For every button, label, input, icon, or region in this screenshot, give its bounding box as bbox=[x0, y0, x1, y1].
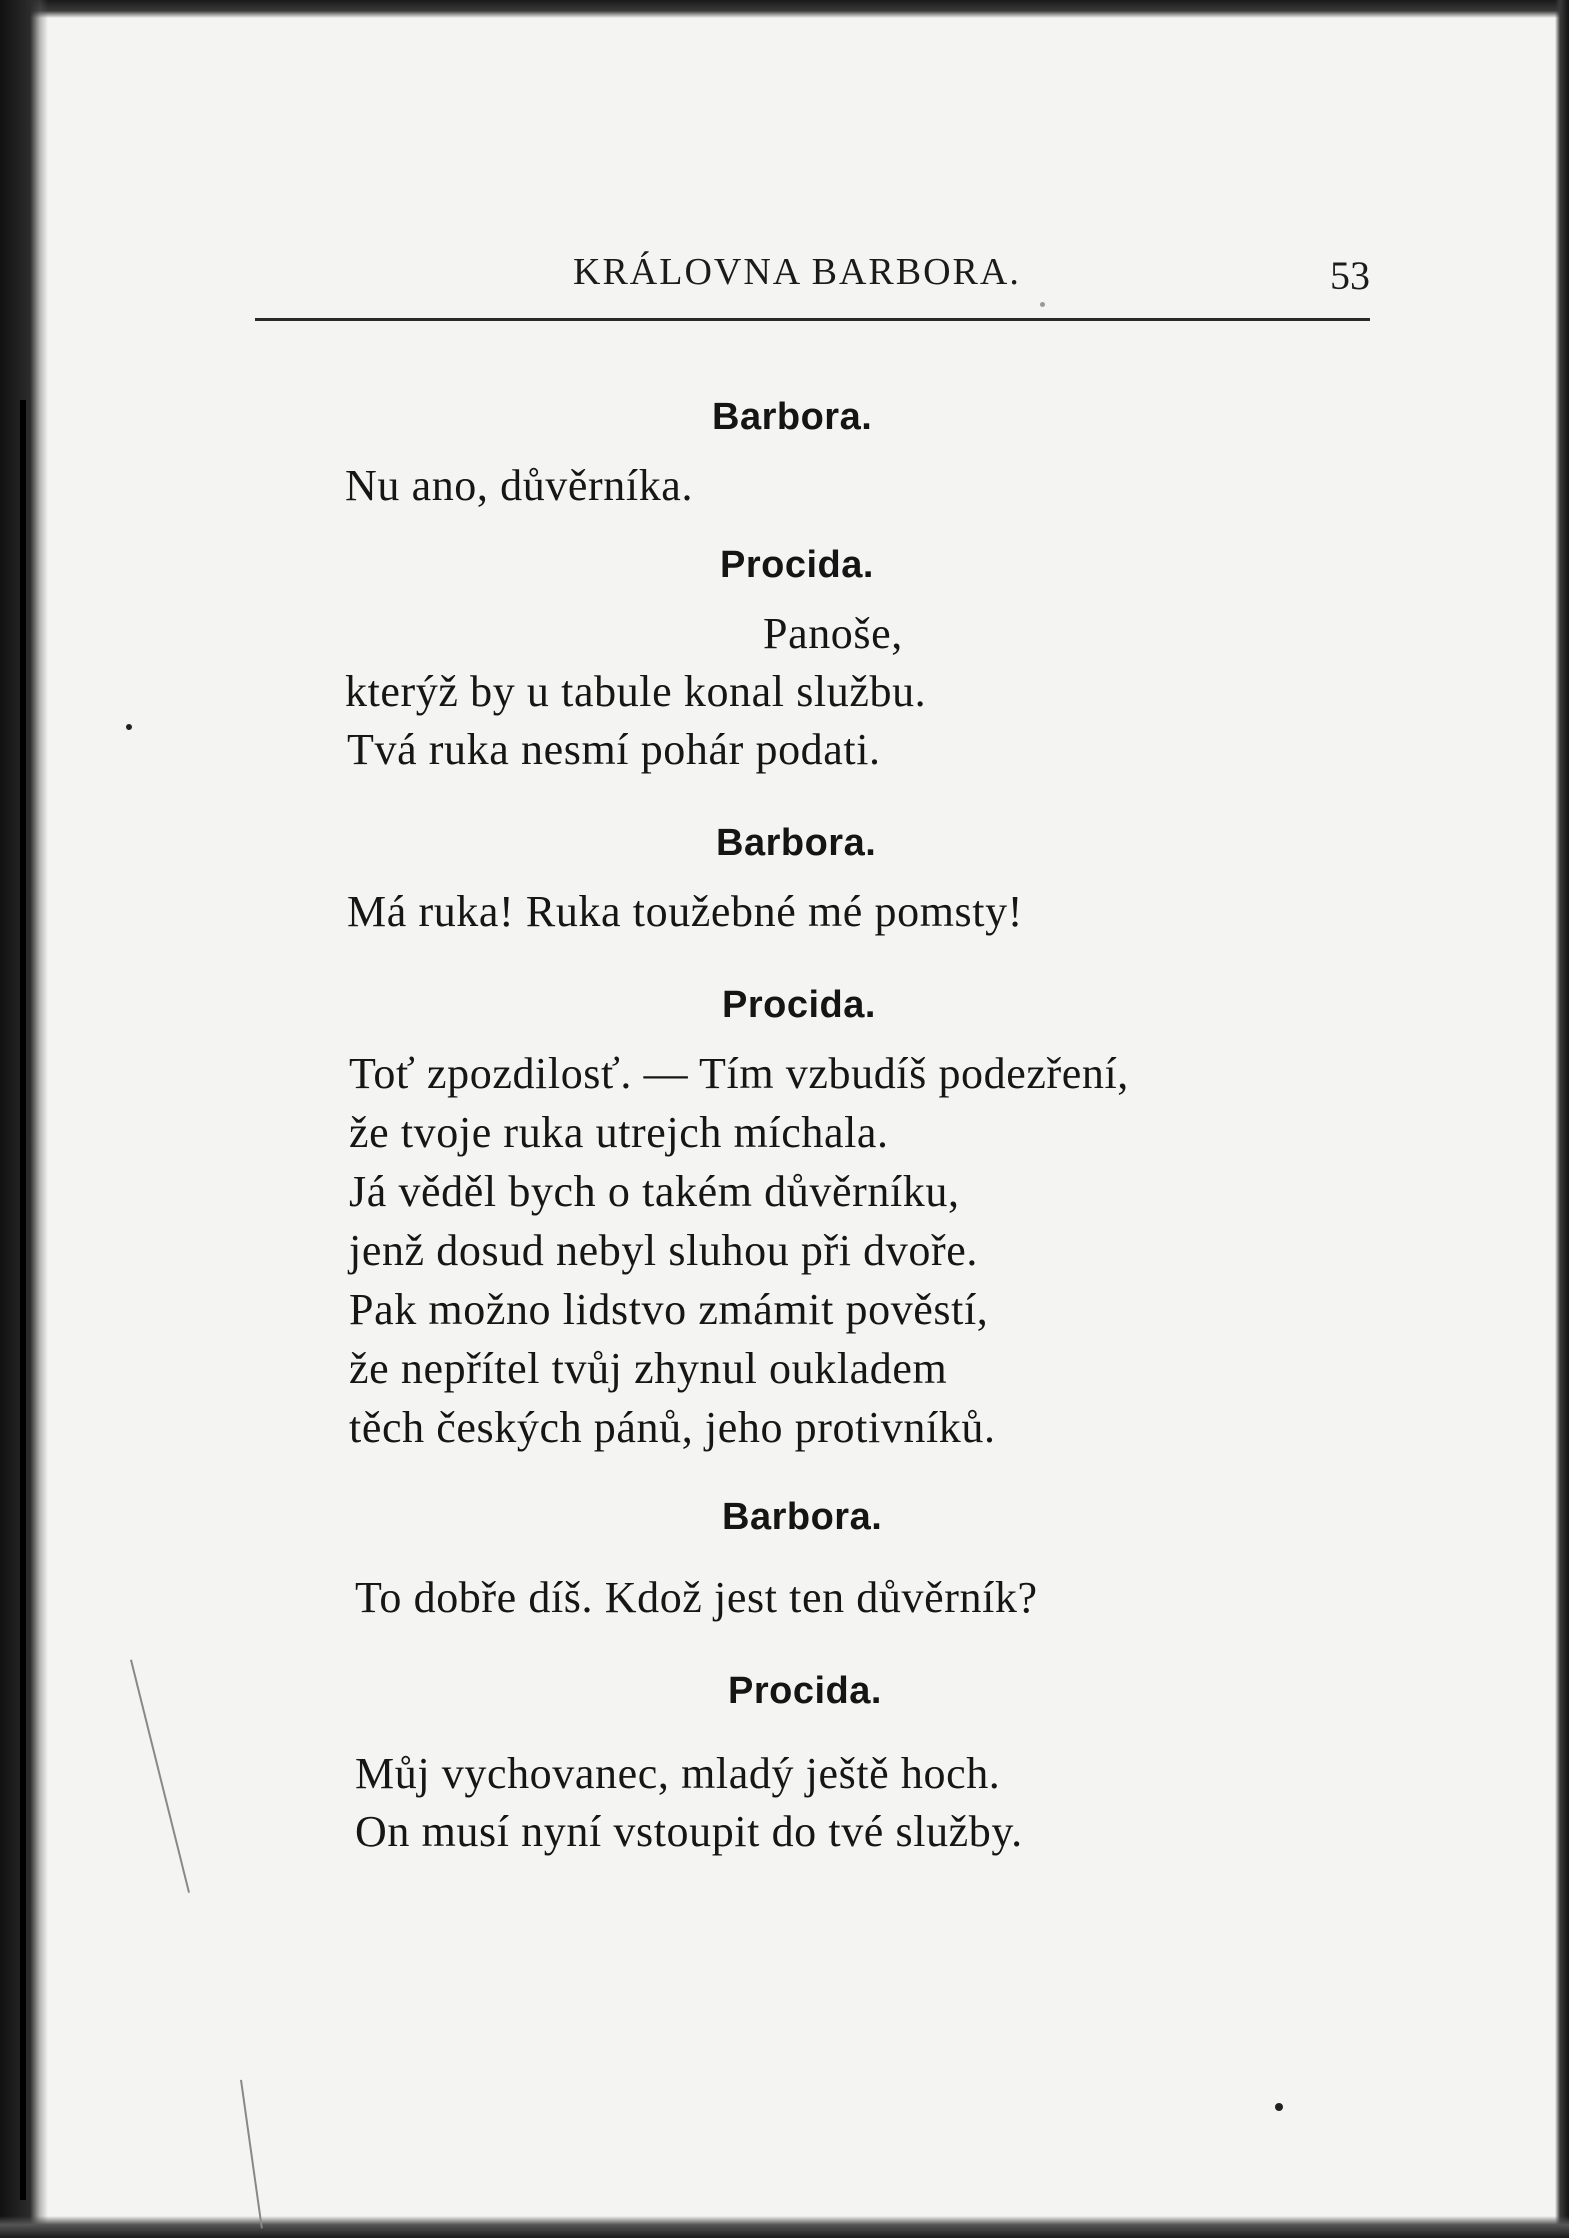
verse-line: jenž dosud nebyl sluhou při dvoře. bbox=[349, 1226, 978, 1275]
verse-line: Má ruka! Ruka toužebné mé pomsty! bbox=[347, 887, 1023, 936]
verse-line: Panoše, bbox=[763, 609, 903, 658]
verse-line: Můj vychovanec, mladý ještě hoch. bbox=[355, 1749, 1001, 1798]
verse-line: Tvá ruka nesmí pohár podati. bbox=[347, 725, 881, 774]
verse-line: že nepřítel tvůj zhynul oukladem bbox=[349, 1344, 948, 1393]
scan-edge-bottom bbox=[0, 2216, 1569, 2238]
verse-line: kterýž by u tabule konal službu. bbox=[345, 667, 927, 716]
scan-streak bbox=[130, 1660, 190, 1893]
verse-line: Nu ano, důvěrníka. bbox=[345, 461, 694, 510]
verse-line: Pak možno lidstvo zmámit pověstí, bbox=[349, 1285, 989, 1334]
page-number: 53 bbox=[1330, 253, 1370, 298]
scan-streak bbox=[240, 2080, 263, 2229]
verse-line: On musí nyní vstoupit do tvé služby. bbox=[355, 1807, 1023, 1856]
running-title: KRÁLOVNA BARBORA. bbox=[573, 251, 1021, 293]
verse-line: Já věděl bych o takém důvěrníku, bbox=[349, 1167, 960, 1216]
header-rule bbox=[255, 318, 1370, 321]
speaker-name: Procida. bbox=[720, 544, 874, 586]
speaker-name: Barbora. bbox=[712, 396, 873, 438]
verse-line: Toť zpozdilosť. — Tím vzbudíš podezření, bbox=[349, 1049, 1129, 1098]
verse-line: To dobře díš. Kdož jest ten důvěrník? bbox=[355, 1573, 1038, 1622]
scan-edge-top bbox=[0, 0, 1569, 18]
running-header bbox=[255, 246, 1370, 306]
speaker-name: Barbora. bbox=[716, 822, 877, 864]
ink-speck bbox=[1275, 2103, 1283, 2111]
verse-line: těch českých pánů, jeho protivníků. bbox=[349, 1403, 996, 1452]
speaker-name: Procida. bbox=[722, 984, 876, 1026]
scan-edge-right bbox=[1555, 0, 1569, 2238]
speaker-name: Barbora. bbox=[722, 1496, 883, 1538]
scan-edge-left-line bbox=[20, 400, 26, 2200]
ink-speck bbox=[126, 724, 132, 730]
verse-line: že tvoje ruka utrejch míchala. bbox=[349, 1108, 889, 1157]
speaker-name: Procida. bbox=[728, 1670, 882, 1712]
